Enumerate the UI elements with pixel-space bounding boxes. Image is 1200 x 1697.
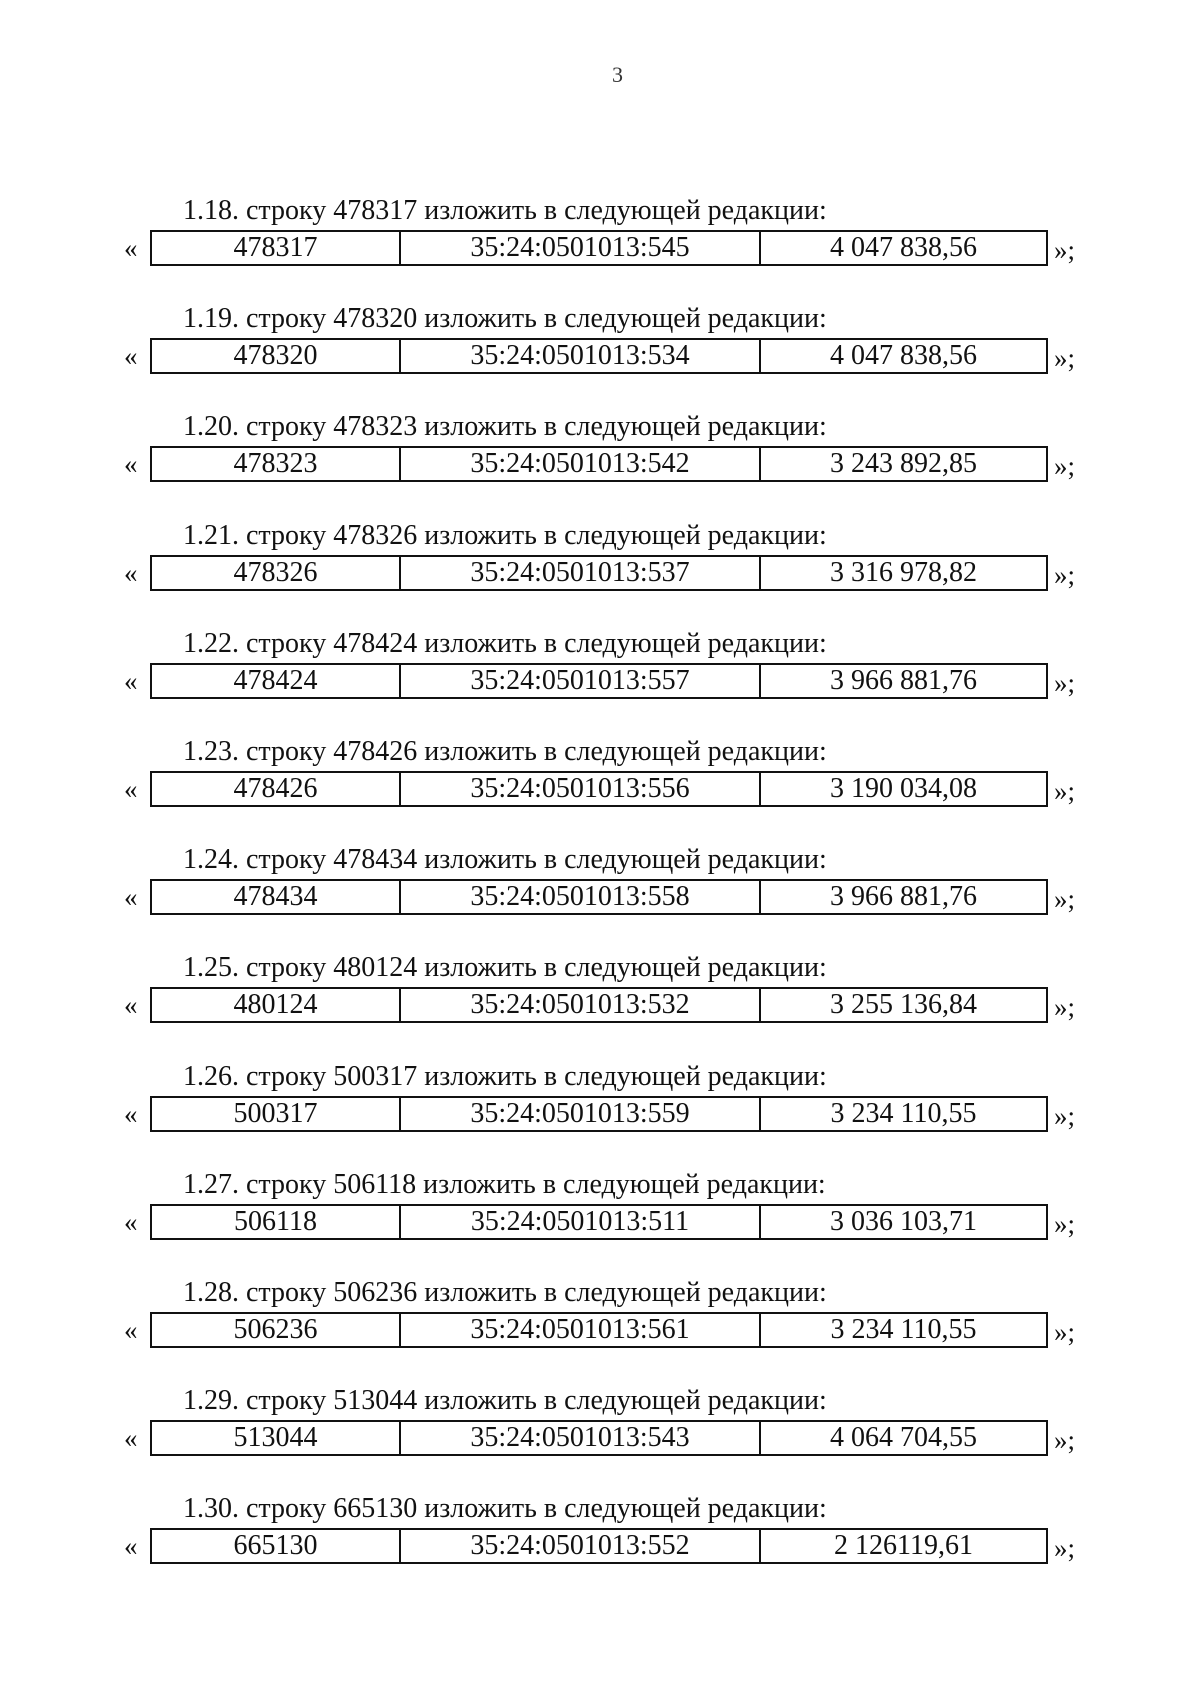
row-number-cell: 500317	[152, 1098, 401, 1130]
entry-heading: 1.22. строку 478424 изложить в следующей редакции:	[183, 627, 827, 659]
opening-quote: «	[124, 773, 138, 804]
entry-heading: 1.23. строку 478426 изложить в следующей редакции:	[183, 735, 827, 767]
cadastral-number-cell: 35:24:0501013:557	[401, 665, 761, 697]
opening-quote: «	[124, 665, 138, 696]
amendment-entry	[0, 845, 1200, 953]
entry-heading: 1.18. строку 478317 изложить в следующей редакции:	[183, 195, 827, 226]
row-table	[150, 663, 1048, 699]
cadastral-value-cell: 4 047 838,56	[830, 340, 977, 372]
row-table	[150, 1204, 1048, 1240]
row-number-cell: 478320	[152, 340, 401, 372]
row-table	[150, 1420, 1048, 1456]
cadastral-value-cell: 3 966 881,76	[830, 881, 977, 913]
row-table	[150, 230, 1048, 266]
amendment-entry	[0, 1062, 1200, 1170]
opening-quote: «	[124, 1423, 138, 1454]
entry-heading: 1.29. строку 513044 изложить в следующей редакции:	[183, 1385, 827, 1417]
closing-quote: »;	[1054, 667, 1076, 698]
row-number-cell: 506236	[152, 1314, 401, 1346]
cadastral-value-cell: 4 064 704,55	[830, 1422, 977, 1454]
row-table	[150, 1528, 1048, 1564]
entry-heading: 1.21. строку 478326 изложить в следующей редакции:	[183, 519, 827, 551]
cadastral-value-cell: 3 234 110,55	[830, 1097, 977, 1129]
row-table	[150, 446, 1048, 482]
row-table	[150, 771, 1048, 807]
closing-quote: »;	[1054, 775, 1076, 806]
entry-heading: 1.26. строку 500317 изложить в следующей редакции:	[183, 1060, 827, 1092]
cadastral-number-cell: 35:24:0501013:542	[401, 448, 761, 480]
closing-quote: »;	[1054, 1425, 1076, 1456]
entry-heading: 1.28. строку 506236 изложить в следующей редакции:	[183, 1276, 827, 1308]
row-table	[150, 1312, 1048, 1348]
row-table	[150, 879, 1048, 915]
entry-heading: 1.19. строку 478320 изложить в следующей редакции:	[183, 303, 827, 335]
cadastral-value-cell: 3 255 136,84	[830, 989, 977, 1021]
cadastral-number-cell: 35:24:0501013:534	[401, 340, 761, 372]
cadastral-value-cell: 4 047 838,56	[830, 232, 977, 263]
cadastral-number-cell: 35:24:0501013:558	[401, 881, 761, 913]
opening-quote: «	[124, 882, 138, 913]
row-table	[150, 338, 1048, 374]
cadastral-number-cell: 35:24:0501013:543	[401, 1422, 761, 1454]
cadastral-number-cell: 35:24:0501013:532	[401, 989, 761, 1021]
amendments-list	[0, 196, 1200, 1602]
opening-quote: «	[124, 233, 138, 263]
amendment-entry	[0, 412, 1200, 520]
closing-quote: »;	[1054, 235, 1076, 265]
entry-heading: 1.25. строку 480124 изложить в следующей редакции:	[183, 952, 827, 984]
cadastral-number-cell: 35:24:0501013:552	[401, 1530, 761, 1562]
closing-quote: »;	[1054, 451, 1076, 482]
row-table	[150, 1096, 1048, 1132]
cadastral-number-cell: 35:24:0501013:559	[401, 1098, 761, 1130]
amendment-entry	[0, 953, 1200, 1061]
opening-quote: «	[124, 1098, 138, 1129]
opening-quote: «	[124, 1314, 138, 1345]
amendment-entry	[0, 1494, 1200, 1602]
opening-quote: «	[124, 449, 138, 480]
opening-quote: «	[124, 1206, 138, 1237]
cadastral-value-cell: 3 316 978,82	[830, 556, 977, 588]
closing-quote: »;	[1054, 559, 1076, 590]
closing-quote: »;	[1054, 343, 1076, 374]
row-number-cell: 478323	[152, 448, 401, 480]
cadastral-value-cell: 3 243 892,85	[830, 448, 977, 480]
amendment-entry	[0, 1170, 1200, 1278]
row-number-cell: 480124	[152, 989, 401, 1021]
row-number-cell: 478326	[152, 557, 401, 589]
closing-quote: »;	[1054, 884, 1076, 915]
entry-heading: 1.30. строку 665130 изложить в следующей редакции:	[183, 1493, 827, 1525]
cadastral-value-cell: 2 126119,61	[834, 1530, 973, 1562]
amendment-entry	[0, 1278, 1200, 1386]
opening-quote: «	[124, 557, 138, 588]
cadastral-value-cell: 3 190 034,08	[830, 772, 977, 804]
entry-heading: 1.20. строку 478323 изложить в следующей редакции:	[183, 411, 827, 443]
row-number-cell: 478426	[152, 773, 401, 805]
opening-quote: «	[124, 341, 138, 372]
closing-quote: »;	[1054, 992, 1076, 1023]
amendment-entry	[0, 737, 1200, 845]
cadastral-value-cell: 3 966 881,76	[830, 664, 977, 696]
cadastral-value-cell: 3 234 110,55	[830, 1313, 977, 1345]
closing-quote: »;	[1054, 1208, 1076, 1239]
amendment-entry	[0, 521, 1200, 629]
page-number: 3	[612, 62, 623, 87]
row-number-cell: 665130	[152, 1530, 401, 1562]
cadastral-number-cell: 35:24:0501013:511	[401, 1206, 761, 1238]
row-number-cell: 478317	[152, 232, 401, 264]
row-number-cell: 506118	[152, 1206, 401, 1238]
row-number-cell: 478434	[152, 881, 401, 913]
row-number-cell: 478424	[152, 665, 401, 697]
opening-quote: «	[124, 1531, 138, 1562]
closing-quote: »;	[1054, 1533, 1076, 1564]
closing-quote: »;	[1054, 1100, 1076, 1131]
amendment-entry	[0, 196, 1200, 304]
closing-quote: »;	[1054, 1316, 1076, 1347]
cadastral-number-cell: 35:24:0501013:537	[401, 557, 761, 589]
cadastral-number-cell: 35:24:0501013:561	[401, 1314, 761, 1346]
row-number-cell: 513044	[152, 1422, 401, 1454]
amendment-entry	[0, 629, 1200, 737]
entry-heading: 1.27. строку 506118 изложить в следующей редакции:	[183, 1168, 826, 1200]
opening-quote: «	[124, 990, 138, 1021]
row-table	[150, 555, 1048, 591]
row-table	[150, 987, 1048, 1023]
cadastral-number-cell: 35:24:0501013:556	[401, 773, 761, 805]
amendment-entry	[0, 304, 1200, 412]
cadastral-value-cell: 3 036 103,71	[830, 1205, 977, 1237]
cadastral-number-cell: 35:24:0501013:545	[401, 232, 761, 264]
entry-heading: 1.24. строку 478434 изложить в следующей редакции:	[183, 844, 827, 876]
amendment-entry	[0, 1386, 1200, 1494]
